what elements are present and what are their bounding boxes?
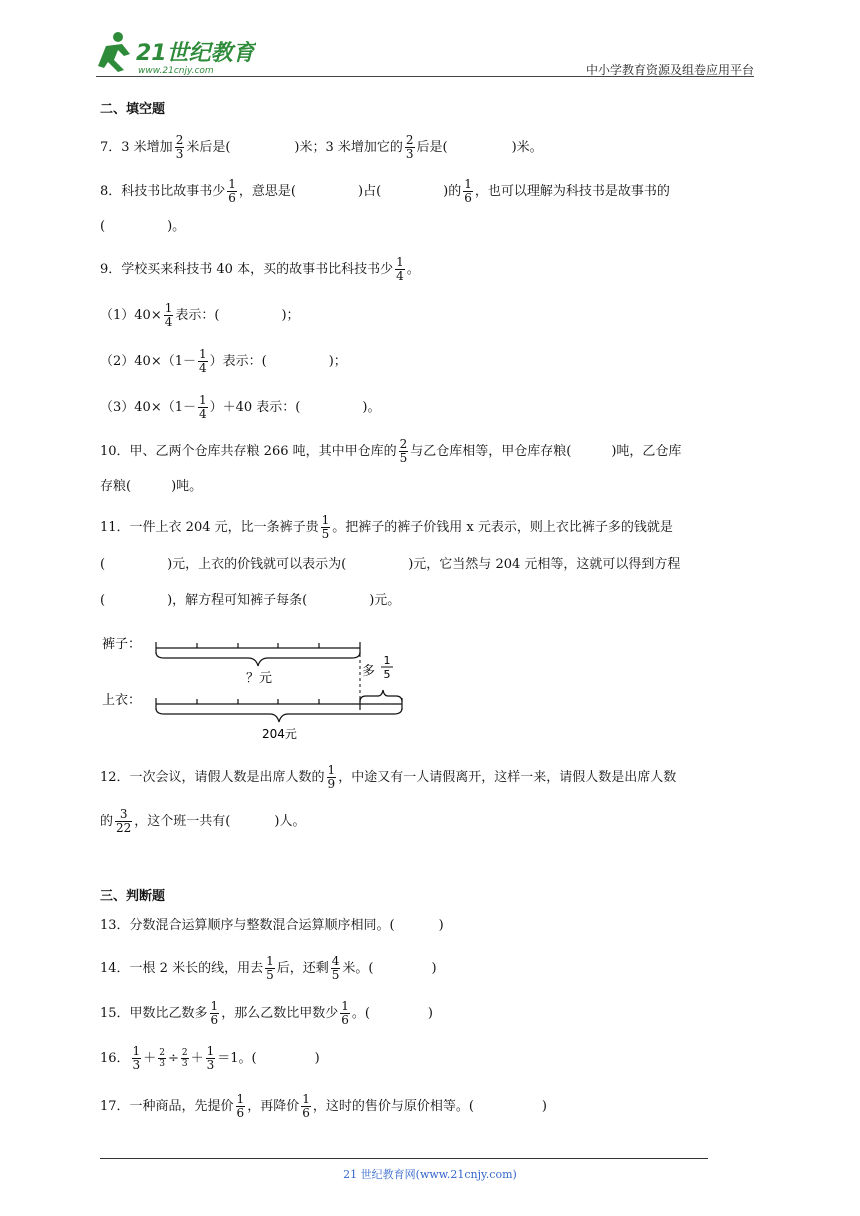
- runner-icon: [98, 32, 130, 72]
- q9-text: （2）40×（1－: [100, 354, 196, 369]
- q15-text: ，那么乙数比甲数少: [221, 1006, 339, 1021]
- coat-segment: [156, 698, 402, 710]
- q9-text: 9．学校买来科技书 40 本，买的故事书比科技书少: [100, 262, 394, 277]
- q12-text: ，中途又有一人请假离开，这样一来，请假人数是出席人数: [338, 770, 677, 785]
- q10-text: 10．甲、乙两个仓库共存粮 266 吨，其中甲仓库的: [100, 444, 397, 459]
- pants-label: 裤子：: [102, 637, 142, 652]
- q10-text: 与乙仓库相等，甲仓库存粮(: [410, 444, 572, 459]
- numerator: 2: [175, 133, 184, 147]
- numerator: 1: [302, 1092, 310, 1106]
- fraction: [405, 134, 415, 161]
- fraction: [158, 1048, 166, 1069]
- q17-text: 17．一种商品，先提价: [100, 1099, 234, 1114]
- question-16: [100, 1045, 320, 1072]
- q11-text: )元。: [369, 593, 401, 608]
- numerator: 1: [341, 999, 349, 1013]
- question-10: [100, 438, 681, 465]
- question-9-part-1: [100, 302, 300, 329]
- header-divider: [96, 76, 754, 77]
- question-9: [100, 256, 420, 283]
- total-price-label: 204元: [262, 727, 297, 741]
- q7-text: 7．3 米增加: [100, 140, 173, 155]
- fraction: [236, 1093, 246, 1120]
- numerator: 1: [164, 301, 173, 315]
- numerator: 1: [327, 763, 336, 777]
- pants-brace: [156, 652, 360, 666]
- q14-text: 后，还剩: [276, 961, 329, 976]
- coat-label: 上衣：: [102, 693, 142, 708]
- coat-brace: [156, 708, 402, 722]
- q14-text: ): [431, 961, 437, 976]
- logo-url: www.21cnjy.com: [138, 66, 214, 76]
- q12-text: ，这个班一共有(: [134, 814, 231, 829]
- q9-text: 表示：(: [175, 308, 220, 323]
- q16-text: ): [314, 1051, 320, 1066]
- q10-text: )吨。: [171, 479, 203, 494]
- diagram-denominator: 5: [383, 668, 391, 681]
- q7-text: )米。: [511, 140, 543, 155]
- question-12: [100, 764, 676, 791]
- q7-text: 米后是(: [186, 140, 231, 155]
- q9-text: （1）40×: [100, 308, 162, 323]
- question-15: [100, 1000, 433, 1027]
- numerator: 2: [181, 1048, 188, 1058]
- q9-text: ）＋40 表示：(: [209, 400, 301, 415]
- q12-text: 12．一次会议，请假人数是出席人数的: [100, 770, 325, 785]
- site-logo: [96, 28, 256, 78]
- denominator: 9: [327, 777, 336, 791]
- denominator: 6: [210, 1013, 219, 1027]
- question-13: [100, 917, 444, 935]
- denominator: 5: [266, 968, 274, 982]
- q10-text: )吨，乙仓库: [611, 444, 682, 459]
- q8-text: )。: [167, 219, 186, 234]
- q12-text: 的: [100, 814, 114, 829]
- numerator: 2: [405, 133, 414, 147]
- q17-text: ): [541, 1099, 547, 1114]
- q8-text: ，意思是(: [238, 184, 296, 199]
- fraction: [331, 955, 341, 982]
- fraction: [181, 1048, 189, 1069]
- question-11-cont-1: [100, 556, 680, 574]
- fraction: [164, 302, 174, 329]
- q13-text: 13．分数混合运算顺序与整数混合运算顺序相同。(: [100, 918, 395, 933]
- fraction: [132, 1045, 142, 1072]
- q12-text: )人。: [274, 814, 306, 829]
- q15-text: ): [427, 1006, 433, 1021]
- fraction: [198, 348, 208, 375]
- q16-text: ＝1。(: [217, 1051, 257, 1066]
- q11-text: (: [100, 557, 106, 572]
- question-17: [100, 1093, 547, 1120]
- denominator: 4: [164, 315, 173, 329]
- numerator: 1: [198, 393, 207, 407]
- denominator: 6: [341, 1013, 349, 1027]
- q9-text: )；: [281, 308, 300, 323]
- denominator: 22: [116, 821, 132, 835]
- fraction: [210, 1000, 220, 1027]
- denominator: 3: [159, 1059, 165, 1069]
- fraction: [227, 178, 237, 205]
- q16-text: 16．: [100, 1051, 130, 1066]
- denominator: 5: [321, 527, 330, 541]
- fraction: [327, 764, 337, 791]
- question-10-cont: [100, 478, 202, 496]
- denominator: 6: [236, 1106, 245, 1120]
- numerator: 1: [321, 513, 330, 527]
- numerator: 1: [396, 255, 404, 269]
- q7-text: )米；3 米增加它的: [294, 140, 403, 155]
- question-7: [100, 134, 543, 161]
- q7-text: 后是(: [416, 140, 448, 155]
- fraction: [395, 256, 405, 283]
- q17-text: ，再降价: [247, 1099, 300, 1114]
- numerator: 2: [159, 1048, 165, 1058]
- q15-text: 。(: [351, 1006, 370, 1021]
- operator: ＋: [143, 1051, 157, 1066]
- numerator: 1: [236, 1092, 245, 1106]
- numerator: 1: [464, 177, 472, 191]
- section-fill-title: 二、填空题: [100, 102, 166, 117]
- q17-text: ，这时的售价与原价相等。(: [312, 1099, 474, 1114]
- denominator: 5: [331, 968, 340, 982]
- pants-segment: [156, 642, 360, 654]
- fraction: [206, 1045, 216, 1072]
- numerator: 1: [198, 347, 207, 361]
- q15-text: 15．甲数比乙数多: [100, 1006, 208, 1021]
- fraction: [175, 134, 185, 161]
- fraction: [321, 514, 331, 541]
- denominator: 5: [399, 451, 408, 465]
- section-judge-title: 三、判断题: [100, 889, 166, 904]
- denominator: 3: [132, 1058, 141, 1072]
- question-9-part-3: [100, 394, 380, 421]
- operator: ＋: [190, 1051, 204, 1066]
- denominator: 3: [405, 147, 414, 161]
- q11-text: 。把裤子的裤子价钱用 x 元表示，则上衣比裤子多的钱就是: [332, 520, 673, 535]
- question-11-cont-2: [100, 592, 400, 610]
- diagram-numerator: 1: [383, 654, 391, 667]
- extra-brace: [360, 690, 402, 702]
- denominator: 4: [396, 269, 404, 283]
- numerator: 1: [210, 999, 219, 1013]
- question-8-cont: [100, 218, 185, 236]
- denominator: 6: [464, 191, 472, 205]
- numerator: 1: [228, 177, 236, 191]
- question-12-cont: [100, 808, 305, 835]
- q9-text: ）表示：(: [209, 354, 267, 369]
- denominator: 6: [228, 191, 236, 205]
- fraction: [198, 394, 208, 421]
- denominator: 3: [206, 1058, 215, 1072]
- numerator: 1: [266, 954, 274, 968]
- unknown-price-label: ？元: [246, 671, 273, 686]
- q8-text: (: [100, 219, 106, 234]
- platform-name: 中小学教育资源及组卷应用平台: [585, 63, 754, 77]
- numerator: 3: [115, 808, 132, 822]
- line-segment-diagram: [100, 628, 420, 748]
- q14-text: 米。(: [342, 961, 374, 976]
- question-9-part-2: [100, 348, 347, 375]
- fraction: [115, 808, 132, 835]
- q14-text: 14．一根 2 米长的线，用去: [100, 961, 264, 976]
- denominator: 6: [302, 1106, 310, 1120]
- q8-text: ，也可以理解为科技书是故事书的: [474, 184, 670, 199]
- footer-link[interactable]: 21 世纪教育网(www.21cnjy.com): [343, 1168, 517, 1181]
- fraction: [301, 1093, 311, 1120]
- footer-divider: [100, 1158, 708, 1159]
- numerator: 1: [132, 1044, 141, 1058]
- numerator: 2: [399, 437, 408, 451]
- fraction: [265, 955, 275, 982]
- q11-text: )，解方程可知裤子每条(: [167, 593, 308, 608]
- q8-text: 8．科技书比故事书少: [100, 184, 226, 199]
- operator: ÷: [167, 1051, 179, 1066]
- q8-text: )占(: [358, 184, 382, 199]
- q8-text: )的: [443, 184, 462, 199]
- question-14: [100, 955, 437, 982]
- q9-text: )；: [328, 354, 347, 369]
- fraction: [463, 178, 473, 205]
- q10-text: 存粮(: [100, 479, 132, 494]
- q11-text: )元，它当然与 204 元相等，这就可以得到方程: [408, 557, 681, 572]
- q9-text: （3）40×（1－: [100, 400, 196, 415]
- q13-text: ): [438, 918, 444, 933]
- more-label: 多: [362, 664, 376, 679]
- q11-text: )元，上衣的价钱就可以表示为(: [167, 557, 347, 572]
- numerator: 4: [331, 954, 340, 968]
- denominator: 3: [175, 147, 184, 161]
- denominator: 4: [198, 407, 207, 421]
- q11-text: (: [100, 593, 106, 608]
- logo-text: 21世纪教育: [136, 41, 255, 66]
- q9-text: 。: [406, 262, 420, 277]
- q11-text: 11．一件上衣 204 元，比一条裤子贵: [100, 520, 319, 535]
- fraction: [399, 438, 409, 465]
- denominator: 4: [198, 361, 207, 375]
- denominator: 3: [181, 1059, 188, 1069]
- question-11: [100, 514, 673, 541]
- q9-text: )。: [362, 400, 381, 415]
- question-8: [100, 178, 670, 205]
- numerator: 1: [206, 1044, 215, 1058]
- fraction: [340, 1000, 350, 1027]
